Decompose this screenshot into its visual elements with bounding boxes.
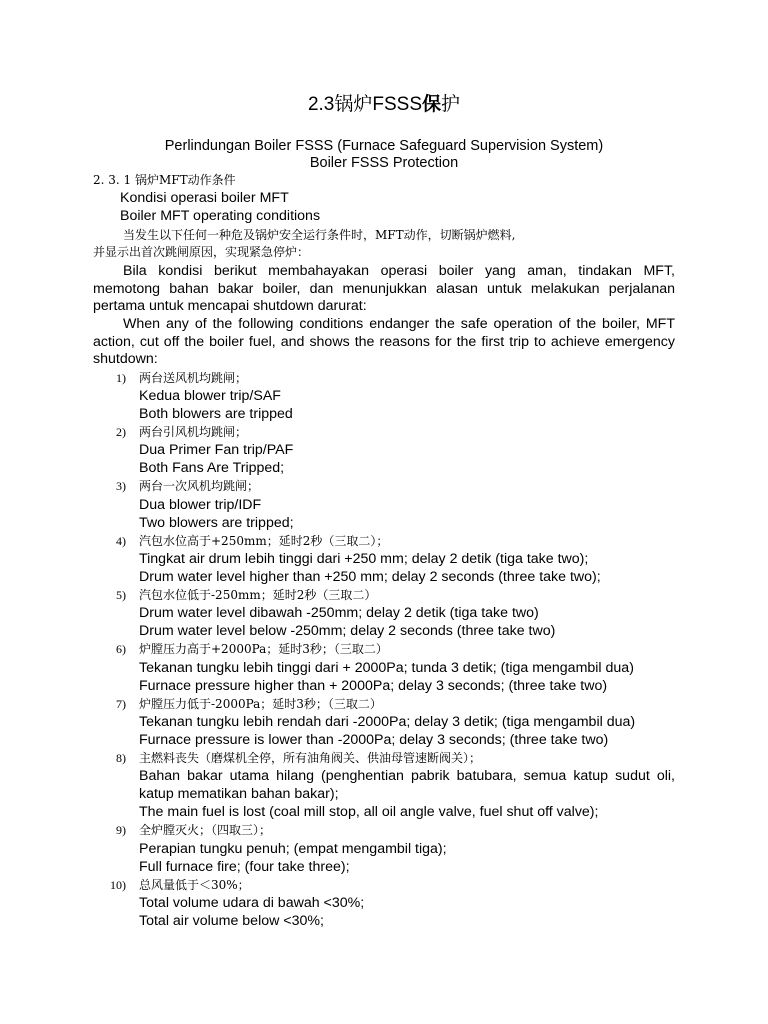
item-en: Both Fans Are Tripped; bbox=[139, 460, 285, 476]
subtitle-english: Boiler FSSS Protection bbox=[309, 155, 459, 171]
title-prefix: 2.3锅炉FSSS bbox=[307, 94, 422, 115]
item-cn: 全炉膛灭火；（四取三）； bbox=[139, 823, 272, 837]
item-cn: 炉膛压力高于+2000Pa；延时3秒；（三取二） bbox=[139, 642, 388, 656]
item-cn: 汽包水位高于+250mm；延时2秒（三取二）； bbox=[139, 534, 389, 548]
item-number: 6) bbox=[116, 642, 126, 656]
item-en: Full furnace fire; (four take three); bbox=[139, 859, 350, 875]
item-en: Total air volume below <30%; bbox=[139, 913, 324, 929]
item-en: The main fuel is lost (coal mill stop, all oil angle valve, fuel shut off valve); bbox=[139, 804, 599, 820]
title-suffix: 护 bbox=[441, 94, 461, 115]
item-cn: 主燃料丧失（磨煤机全停，所有油角阀关、供油母管速断阀关）； bbox=[139, 751, 482, 765]
item-cn: 两台送风机均跳闸； bbox=[139, 371, 248, 385]
item-en: Both blowers are tripped bbox=[139, 406, 293, 422]
item-id: Dua blower trip/IDF bbox=[139, 497, 262, 513]
item-id: Tekanan tungku lebih tinggi dari + 2000Pa; tunda 3 detik; (tiga mengambil dua) bbox=[139, 660, 634, 676]
page-title bbox=[0, 93, 768, 117]
item-number: 4) bbox=[116, 534, 126, 548]
intro-cn-line2: 并显示出首次跳闸原因，实现紧急停炉： bbox=[93, 245, 310, 259]
item-number: 7) bbox=[116, 697, 126, 711]
item-id: Bahan bakar utama hilang (penghentian pabrik batubara, semua katup sudut oli, katup mematikan bahan bakar); bbox=[139, 768, 675, 802]
item-en: Two blowers are tripped; bbox=[139, 515, 294, 531]
item-id: Total volume udara di bawah <30%; bbox=[139, 895, 365, 911]
item-id: Drum water level dibawah -250mm; delay 2 detik (tiga take two) bbox=[139, 605, 539, 621]
item-id: Perapian tungku penuh; (empat mengambil tiga); bbox=[139, 841, 447, 857]
section-heading: 2. 3. 1 锅炉MFT动作条件 bbox=[93, 173, 236, 187]
item-en: Furnace pressure higher than + 2000Pa; delay 3 seconds; (three take two) bbox=[139, 678, 608, 694]
item-number: 9) bbox=[116, 823, 126, 837]
item-number: 8) bbox=[116, 751, 126, 765]
item-cn: 汽包水位低于-250mm；延时2秒（三取二） bbox=[139, 588, 377, 602]
title-bold: 保 bbox=[422, 94, 442, 115]
item-id: Tingkat air drum lebih tinggi dari +250 mm; delay 2 detik (tiga take two); bbox=[139, 551, 589, 567]
subtitle-indonesian: Perlindungan Boiler FSSS (Furnace Safeguard Supervision System) bbox=[164, 138, 604, 154]
section-heading-en: Boiler MFT operating conditions bbox=[120, 208, 321, 224]
intro-english: When any of the following conditions endanger the safe operation of the boiler, MFT action, cut off the boiler fuel, and shows the reasons for the first trip to achieve emergency shutdown: bbox=[93, 316, 675, 368]
item-en: Furnace pressure is lower than -2000Pa; delay 3 seconds; (three take two) bbox=[139, 732, 609, 748]
item-number: 5) bbox=[116, 588, 126, 602]
item-number: 10) bbox=[110, 878, 126, 892]
section-heading-id: Kondisi operasi boiler MFT bbox=[120, 190, 289, 206]
item-id: Dua Primer Fan trip/PAF bbox=[139, 442, 294, 458]
item-cn: 炉膛压力低于-2000Pa；延时3秒；（三取二） bbox=[139, 697, 382, 711]
item-id: Kedua blower trip/SAF bbox=[139, 388, 281, 404]
item-cn: 两台一次风机均跳闸； bbox=[139, 479, 260, 493]
item-en: Drum water level below -250mm; delay 2 seconds (three take two) bbox=[139, 623, 556, 639]
item-id: Tekanan tungku lebih rendah dari -2000Pa; delay 3 detik; (tiga mengambil dua) bbox=[139, 714, 636, 730]
item-number: 1) bbox=[116, 371, 126, 385]
item-cn: 总风量低于＜30%； bbox=[139, 878, 250, 892]
intro-cn-line1: 当发生以下任何一种危及锅炉安全运行条件时，MFT动作，切断锅炉燃料, bbox=[123, 228, 516, 242]
intro-indonesian: Bila kondisi berikut membahayakan operasi boiler yang aman, tindakan MFT, memotong bahan bakar boiler, dan menunjukkan alasan untuk melakukan perjalanan pertama untuk mencapai shutdown darurat: bbox=[93, 263, 675, 315]
item-cn: 两台引风机均跳闸； bbox=[139, 425, 248, 439]
item-number: 3) bbox=[116, 479, 126, 493]
item-en: Drum water level higher than +250 mm; delay 2 seconds (three take two); bbox=[139, 569, 601, 585]
item-number: 2) bbox=[116, 425, 126, 439]
